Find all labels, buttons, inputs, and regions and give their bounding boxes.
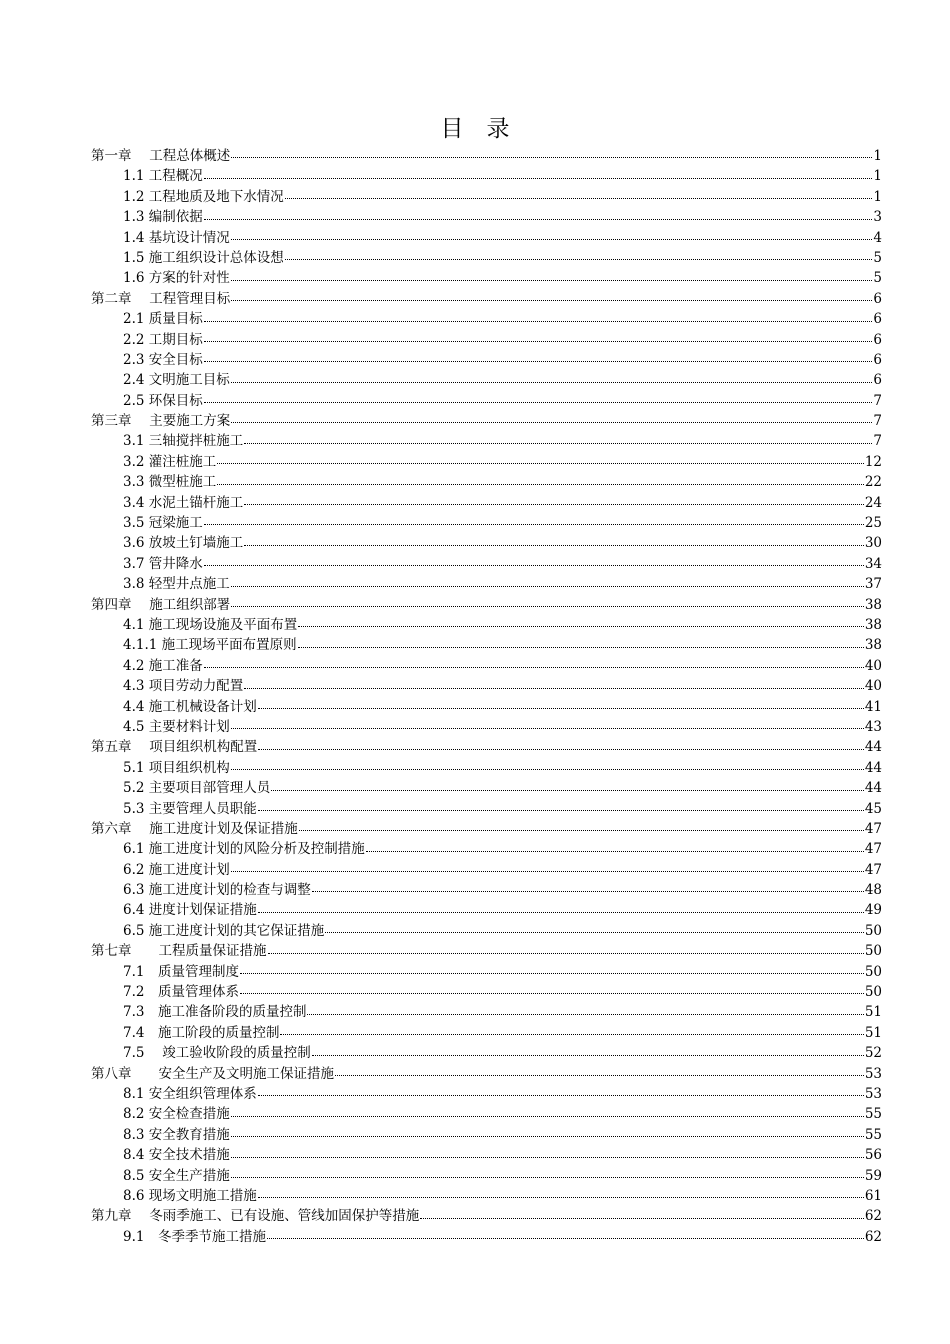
- toc-section-entry[interactable]: [91, 839, 882, 859]
- toc-page-number: 56: [864, 1147, 882, 1164]
- dot-leader: [258, 748, 864, 750]
- toc-page-number: 25: [864, 515, 882, 532]
- toc-entry-label: 6.5 施工进度计划的其它保证措施: [123, 922, 325, 939]
- toc-entry-label: 4.1.1 施工现场平面布置原则: [123, 637, 297, 654]
- toc-page-number: 62: [864, 1228, 882, 1245]
- toc-entry-label: 3.7 管井降水: [123, 555, 203, 572]
- toc-entry-label: 第五章 项目组织机构配置: [91, 739, 258, 756]
- dot-leader: [204, 360, 873, 362]
- toc-section-entry[interactable]: [91, 921, 882, 941]
- toc-section-entry[interactable]: [91, 431, 882, 451]
- toc-entry-label: 2.3 安全目标: [123, 351, 203, 368]
- dot-leader: [204, 401, 873, 403]
- toc-page-number: 49: [864, 902, 882, 919]
- toc-entry-label: 8.6 现场文明施工措施: [123, 1187, 257, 1204]
- toc-page-number: 50: [864, 984, 882, 1001]
- toc-entry-label: 4.3 项目劳动力配置: [123, 678, 244, 695]
- toc-section-entry[interactable]: [91, 391, 882, 411]
- toc-entry-label: 4.5 主要材料计划: [123, 718, 230, 735]
- toc-section-entry[interactable]: [91, 1125, 882, 1145]
- toc-entry-label: 7.3 施工准备阶段的质量控制: [123, 1004, 307, 1021]
- toc-entry-label: 1.5 施工组织设计总体设想: [123, 249, 284, 266]
- dot-leader: [312, 890, 864, 892]
- dot-leader: [271, 789, 864, 791]
- dot-leader: [231, 1135, 864, 1137]
- toc-entry-label: 2.5 环保目标: [123, 392, 203, 409]
- dot-leader: [299, 829, 864, 831]
- toc-page-number: 50: [864, 943, 882, 960]
- toc-page-number: 44: [864, 739, 882, 756]
- toc-section-entry[interactable]: [91, 900, 882, 920]
- toc-section-entry[interactable]: [91, 880, 882, 900]
- toc-entry-label: 6.1 施工进度计划的风险分析及控制措施: [123, 841, 365, 858]
- toc-page-number: 40: [864, 657, 882, 674]
- toc-page-number: 5: [873, 270, 882, 287]
- toc-page-number: 47: [864, 820, 882, 837]
- table-of-contents: [91, 146, 882, 1247]
- dot-leader: [280, 1033, 863, 1035]
- toc-entry-label: 3.6 放坡土钉墙施工: [123, 535, 244, 552]
- dot-leader: [420, 1217, 864, 1219]
- toc-page-number: 1: [873, 168, 882, 185]
- dot-leader: [298, 646, 864, 648]
- toc-entry-label: 第七章 工程质量保证措施: [91, 943, 267, 960]
- toc-entry-label: 7.2 质量管理体系: [123, 984, 239, 1001]
- toc-page-number: 50: [864, 922, 882, 939]
- toc-section-entry[interactable]: [91, 330, 882, 350]
- dot-leader: [231, 605, 864, 607]
- toc-page-number: 1: [873, 188, 882, 205]
- dot-leader: [258, 911, 864, 913]
- toc-section-entry[interactable]: [91, 962, 882, 982]
- dot-leader: [231, 1156, 864, 1158]
- toc-entry-label: 8.4 安全技术措施: [123, 1147, 230, 1164]
- dot-leader: [240, 972, 864, 974]
- toc-page-number: 1: [873, 148, 882, 164]
- toc-page-number: 37: [864, 576, 882, 593]
- toc-page-number: 38: [864, 596, 882, 613]
- toc-section-entry[interactable]: [91, 635, 882, 655]
- toc-page-number: 7: [873, 392, 882, 409]
- toc-section-entry[interactable]: [91, 982, 882, 1002]
- dot-leader: [217, 462, 864, 464]
- dot-leader: [231, 1176, 864, 1178]
- toc-page-number: 7: [873, 433, 882, 450]
- toc-entry-label: 1.1 工程概况: [123, 168, 203, 185]
- toc-page-number: 38: [864, 616, 882, 633]
- dot-leader: [258, 1196, 864, 1198]
- toc-page-number: 34: [864, 555, 882, 572]
- toc-section-entry[interactable]: [91, 554, 882, 574]
- toc-section-entry[interactable]: [91, 717, 882, 737]
- toc-entry-label: 5.1 项目组织机构: [123, 759, 230, 776]
- toc-section-entry[interactable]: [91, 472, 882, 492]
- toc-entry-label: 1.4 基坑设计情况: [123, 229, 230, 246]
- toc-page-number: 47: [864, 861, 882, 878]
- toc-entry-label: 第三章 主要施工方案: [91, 413, 231, 430]
- dot-leader: [231, 421, 872, 423]
- dot-leader: [204, 320, 873, 322]
- toc-entry-label: 7.1 质量管理制度: [123, 963, 239, 980]
- toc-page-number: 53: [864, 1065, 882, 1082]
- toc-entry-label: 5.3 主要管理人员职能: [123, 800, 257, 817]
- toc-entry-label: 6.2 施工进度计划: [123, 861, 230, 878]
- toc-page-number: 6: [873, 351, 882, 368]
- toc-page-number: 6: [873, 311, 882, 328]
- toc-section-entry[interactable]: [91, 228, 882, 248]
- toc-entry-label: 4.4 施工机械设备计划: [123, 698, 257, 715]
- toc-section-entry[interactable]: [91, 513, 882, 533]
- toc-title: 目 录: [440, 116, 510, 142]
- dot-leader: [231, 279, 873, 281]
- toc-entry-label: 4.1 施工现场设施及平面布置: [123, 616, 298, 633]
- toc-entry-label: 8.2 安全检查措施: [123, 1106, 230, 1123]
- toc-entry-label: 2.2 工期目标: [123, 331, 203, 348]
- toc-chapter-entry[interactable]: [91, 595, 882, 615]
- dot-leader: [258, 707, 864, 709]
- toc-page-number: 12: [864, 453, 882, 470]
- dot-leader: [217, 483, 864, 485]
- toc-section-entry[interactable]: [91, 697, 882, 717]
- toc-chapter-entry[interactable]: [91, 1206, 882, 1226]
- toc-page-number: 47: [864, 841, 882, 858]
- toc-page-number: 50: [864, 963, 882, 980]
- toc-entry-label: 2.1 质量目标: [123, 311, 203, 328]
- toc-entry-label: 第二章 工程管理目标: [91, 290, 231, 307]
- toc-entry-label: 第六章 施工进度计划及保证措施: [91, 820, 298, 837]
- toc-entry-label: 3.2 灌注桩施工: [123, 453, 217, 470]
- dot-leader: [307, 1013, 863, 1015]
- dot-leader: [267, 1237, 864, 1239]
- toc-page-number: 51: [864, 1004, 882, 1021]
- dot-leader: [258, 1094, 864, 1096]
- toc-section-entry[interactable]: [91, 1145, 882, 1165]
- dot-leader: [366, 850, 864, 852]
- toc-chapter-entry[interactable]: [91, 1064, 882, 1084]
- toc-page-number: 61: [864, 1187, 882, 1204]
- dot-leader: [231, 727, 864, 729]
- toc-section-entry[interactable]: [91, 1186, 882, 1206]
- toc-page-number: 41: [864, 698, 882, 715]
- dot-leader: [231, 381, 873, 383]
- toc-section-entry[interactable]: [91, 166, 882, 186]
- toc-page-number: 44: [864, 780, 882, 797]
- toc-entry-label: 3.5 冠梁施工: [123, 515, 203, 532]
- toc-entry-label: 8.5 安全生产措施: [123, 1167, 230, 1184]
- toc-entry-label: 9.1 冬季季节施工措施: [123, 1228, 266, 1245]
- toc-page-number: 62: [864, 1208, 882, 1225]
- dot-leader: [298, 625, 864, 627]
- toc-page-number: 38: [864, 637, 882, 654]
- toc-page-number: 5: [873, 249, 882, 266]
- toc-section-entry[interactable]: [91, 860, 882, 880]
- toc-section-entry[interactable]: [91, 350, 882, 370]
- toc-entry-label: 8.3 安全教育措施: [123, 1126, 230, 1143]
- toc-page-number: 6: [873, 372, 882, 389]
- toc-section-entry[interactable]: [91, 187, 882, 207]
- toc-chapter-entry[interactable]: [91, 819, 882, 839]
- toc-entry-label: 4.2 施工准备: [123, 657, 203, 674]
- toc-section-entry[interactable]: [91, 493, 882, 513]
- dot-leader: [204, 340, 873, 342]
- dot-leader: [204, 564, 864, 566]
- dot-leader: [231, 585, 864, 587]
- toc-section-entry[interactable]: [91, 778, 882, 798]
- toc-entry-label: 2.4 文明施工目标: [123, 372, 230, 389]
- dot-leader: [231, 1115, 864, 1117]
- toc-entry-label: 3.4 水泥土锚杆施工: [123, 494, 244, 511]
- toc-section-entry[interactable]: [91, 676, 882, 696]
- toc-entry-label: 6.3 施工进度计划的检查与调整: [123, 882, 311, 899]
- toc-entry-label: 1.3 编制依据: [123, 209, 203, 226]
- toc-page-number: 55: [864, 1106, 882, 1123]
- dot-leader: [244, 544, 864, 546]
- toc-entry-label: 第四章 施工组织部署: [91, 596, 231, 613]
- toc-section-entry[interactable]: [91, 1043, 882, 1063]
- toc-entry-label: 第一章 工程总体概述: [91, 148, 231, 164]
- toc-entry-label: 8.1 安全组织管理体系: [123, 1085, 257, 1102]
- toc-section-entry[interactable]: [91, 574, 882, 594]
- toc-entry-label: 1.6 方案的针对性: [123, 270, 230, 287]
- toc-page-number: 40: [864, 678, 882, 695]
- toc-section-entry[interactable]: [91, 1227, 882, 1247]
- toc-entry-label: 1.2 工程地质及地下水情况: [123, 188, 284, 205]
- toc-page-number: 4: [873, 229, 882, 246]
- toc-entry-label: 7.5 竣工验收阶段的质量控制: [123, 1045, 311, 1062]
- toc-section-entry[interactable]: [91, 370, 882, 390]
- toc-section-entry[interactable]: [91, 758, 882, 778]
- dot-leader: [231, 238, 873, 240]
- toc-section-entry[interactable]: [91, 309, 882, 329]
- dot-leader: [231, 156, 872, 158]
- dot-leader: [258, 809, 864, 811]
- toc-section-entry[interactable]: [91, 248, 882, 268]
- toc-section-entry[interactable]: [91, 207, 882, 227]
- dot-leader: [312, 1054, 864, 1056]
- dot-leader: [204, 666, 864, 668]
- toc-entry-label: 5.2 主要项目部管理人员: [123, 780, 271, 797]
- toc-page-number: 44: [864, 759, 882, 776]
- dot-leader: [204, 218, 873, 220]
- toc-chapter-entry[interactable]: [91, 411, 882, 431]
- dot-leader: [244, 442, 872, 444]
- toc-page-number: 48: [864, 882, 882, 899]
- dot-leader: [231, 768, 864, 770]
- toc-chapter-entry[interactable]: [91, 146, 882, 166]
- dot-leader: [204, 523, 864, 525]
- toc-page-number: 45: [864, 800, 882, 817]
- toc-page-number: 59: [864, 1167, 882, 1184]
- toc-section-entry[interactable]: [91, 1002, 882, 1022]
- toc-page-number: 6: [873, 331, 882, 348]
- toc-section-entry[interactable]: [91, 1104, 882, 1124]
- dot-leader: [231, 299, 872, 301]
- toc-section-entry[interactable]: [91, 452, 882, 472]
- toc-page-number: 52: [864, 1045, 882, 1062]
- toc-section-entry[interactable]: [91, 268, 882, 288]
- toc-page-number: 43: [864, 718, 882, 735]
- dot-leader: [268, 952, 864, 954]
- dot-leader: [240, 992, 864, 994]
- dot-leader: [204, 177, 873, 179]
- dot-leader: [231, 870, 864, 872]
- toc-page-number: 51: [864, 1024, 882, 1041]
- toc-section-entry[interactable]: [91, 1166, 882, 1186]
- toc-entry-label: 第八章 安全生产及文明施工保证措施: [91, 1065, 334, 1082]
- toc-entry-label: 3.3 微型桩施工: [123, 474, 217, 491]
- toc-section-entry[interactable]: [91, 533, 882, 553]
- toc-chapter-entry[interactable]: [91, 737, 882, 757]
- toc-section-entry[interactable]: [91, 656, 882, 676]
- toc-chapter-entry[interactable]: [91, 941, 882, 961]
- toc-entry-label: 3.8 轻型井点施工: [123, 576, 230, 593]
- toc-entry-label: 6.4 进度计划保证措施: [123, 902, 257, 919]
- toc-section-entry[interactable]: [91, 1023, 882, 1043]
- toc-chapter-entry[interactable]: [91, 289, 882, 309]
- toc-page-number: 53: [864, 1085, 882, 1102]
- dot-leader: [335, 1074, 864, 1076]
- toc-entry-label: 第九章 冬雨季施工、已有设施、管线加固保护等措施: [91, 1208, 420, 1225]
- dot-leader: [285, 197, 873, 199]
- dot-leader: [285, 258, 873, 260]
- toc-page-number: 6: [873, 290, 882, 307]
- dot-leader: [244, 687, 864, 689]
- toc-section-entry[interactable]: [91, 1084, 882, 1104]
- toc-entry-label: 7.4 施工阶段的质量控制: [123, 1024, 280, 1041]
- toc-section-entry[interactable]: [91, 799, 882, 819]
- toc-page-number: 7: [873, 413, 882, 430]
- dot-leader: [244, 503, 864, 505]
- dot-leader: [325, 931, 864, 933]
- toc-page-number: 24: [864, 494, 882, 511]
- toc-page-number: 3: [873, 209, 882, 226]
- toc-page-number: 30: [864, 535, 882, 552]
- toc-entry-label: 3.1 三轴搅拌桩施工: [123, 433, 244, 450]
- toc-page-number: 22: [864, 474, 882, 491]
- toc-page-number: 55: [864, 1126, 882, 1143]
- toc-section-entry[interactable]: [91, 615, 882, 635]
